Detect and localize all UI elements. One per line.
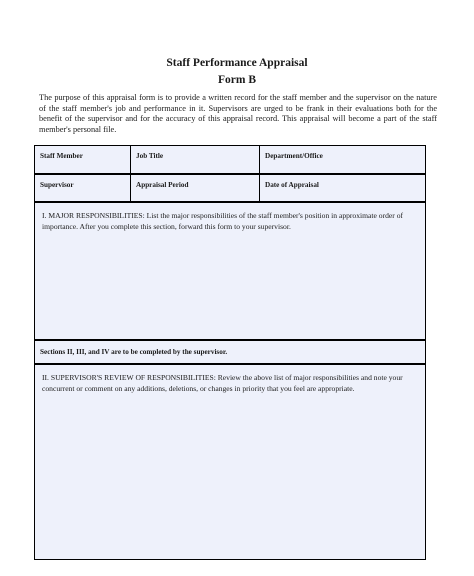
supervisor-review-section[interactable]: [34, 364, 426, 560]
form-title: Staff Performance Appraisal: [166, 57, 308, 69]
supervisor-review-text: II. SUPERVISOR'S REVIEW OF RESPONSIBILITIES: Review the above list of major responsibilities and note your concurrent or comment on any additions, deletions, or changes in priority that you feel are appropriate.: [42, 373, 403, 393]
supervisor-note: Sections II, III, and IV are to be completed by the supervisor.: [40, 348, 228, 356]
appraisal-period-field[interactable]: Appraisal Period: [130, 175, 259, 201]
form-subtitle: Form B: [217, 74, 256, 86]
major-responsibilities-text: I. MAJOR RESPONSIBILITIES: List the major responsibilities of the staff member's position in approximate order of importance. After you complete this section, forward this form to your supervisor.: [42, 211, 404, 231]
department-field[interactable]: Department/Office: [259, 146, 425, 173]
supervisor-field[interactable]: Supervisor: [40, 181, 74, 189]
staff-member-field[interactable]: Staff Member: [40, 152, 83, 160]
intro-paragraph: The purpose of this appraisal form is to provide a written record for the staff member and the supervisor on the nature of the staff member's job and performance in it. Supervisors are urged to be frank in their evaluations both for the benefit of the supervisor and for the accuracy of this appraisal record. This appraisal will become a part of the staff member's personal file.: [39, 93, 437, 134]
supervisor-note-row: [34, 340, 426, 364]
fields-row-1: [34, 145, 426, 174]
fields-row-2: [34, 174, 426, 202]
job-title-field[interactable]: Job Title: [130, 146, 259, 173]
date-of-appraisal-field[interactable]: Date of Appraisal: [259, 175, 425, 201]
major-responsibilities-section[interactable]: [34, 202, 426, 340]
